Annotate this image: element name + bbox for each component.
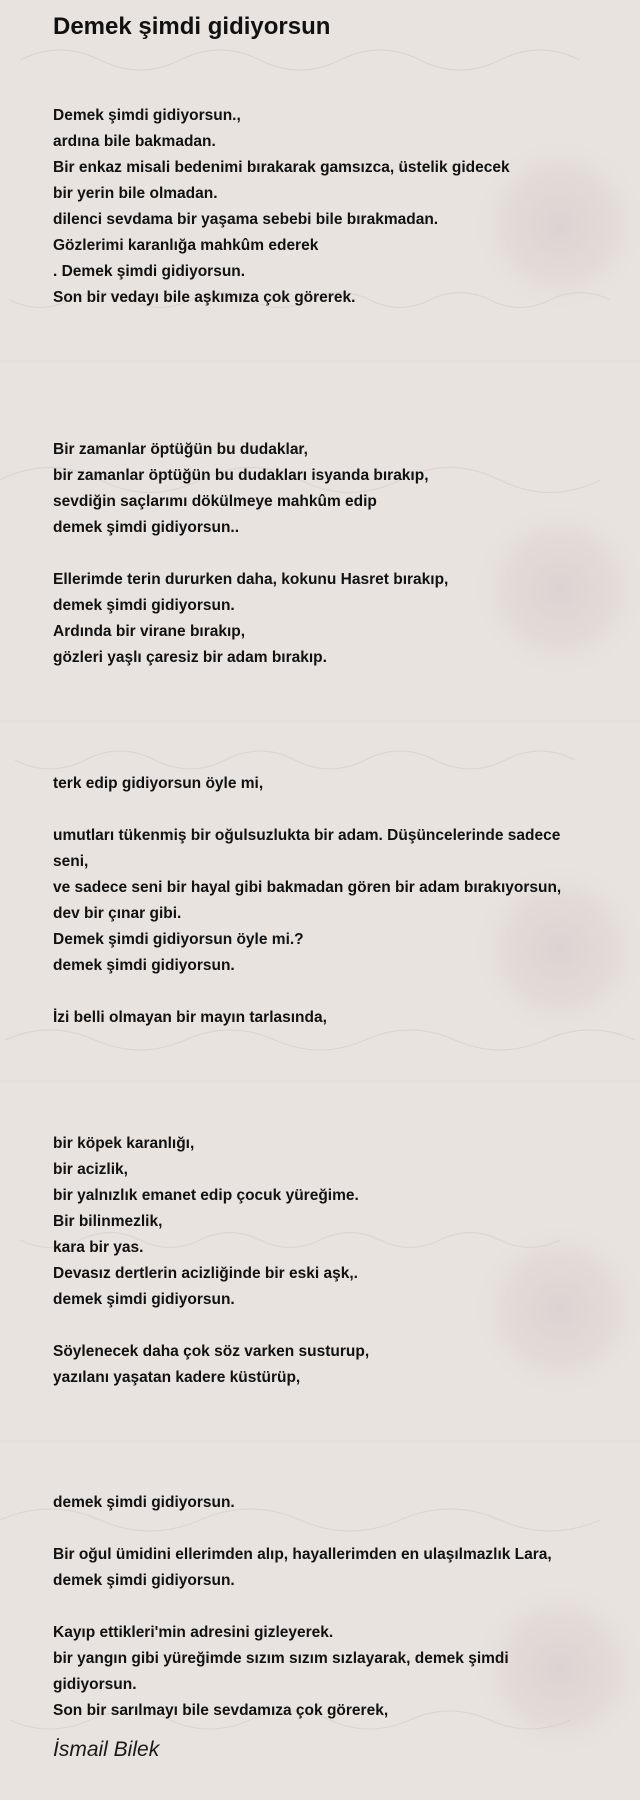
poem-line: Ellerimde terin dururken daha, kokunu Hasret bırakıp, [53,571,449,588]
poem-line: Bir enkaz misali bedenimi bırakarak gamsızca, üstelik gidecek [53,159,510,176]
poem-line: seni, [53,853,89,870]
author-name: İsmail Bilek [53,1738,160,1761]
poem-line: gidiyorsun. [53,1676,137,1693]
poem-line: Kayıp ettikleri'min adresini gizleyerek. [53,1624,334,1641]
poem-line: bir yangın gibi yüreğimde sızım sızım sızlayarak, demek şimdi [53,1650,509,1667]
poem-line: demek şimdi gidiyorsun.. [53,519,240,536]
poem-line: Ardında bir virane bırakıp, [53,623,246,640]
poem-line-blank [53,797,593,823]
poem-line: bir zamanlar öptüğün bu dudakları isyanda bırakıp, [53,467,429,484]
poem-line: umutları tükenmiş bir oğulsuzlukta bir adam. Düşüncelerinde sadece [53,827,561,844]
stanza-4 [53,1131,593,1391]
poem-line: Devasız dertlerin acizliğinde bir eski aşk,. [53,1265,358,1282]
poem-line: bir yalnızlık emanet edip çocuk yüreğime. [53,1187,359,1204]
poem-line: İzi belli olmayan bir mayın tarlasında, [53,1009,327,1026]
poem-line: ardına bile bakmadan. [53,133,216,150]
poem-page [0,0,613,42]
poem-line: bir yerin bile olmadan. [53,185,218,202]
poem-line: sevdiğin saçlarımı dökülmeye mahkûm edip [53,493,377,510]
poem-line: dev bir çınar gibi. [53,905,182,922]
poem-line: demek şimdi gidiyorsun. [53,957,235,974]
poem-line: gözleri yaşlı çaresiz bir adam bırakıp. [53,649,327,666]
poem-line: demek şimdi gidiyorsun. [53,1291,235,1308]
poem-line: ve sadece seni bir hayal gibi bakmadan gören bir adam bırakıyorsun, [53,879,562,896]
poem-line-blank [53,1516,593,1542]
poem-line: Gözlerimi karanlığa mahkûm ederek [53,237,319,254]
poem-line-blank [53,1594,593,1620]
stanza-2 [53,437,593,671]
poem-line: Demek şimdi gidiyorsun., [53,107,241,124]
stanza-1 [53,103,593,311]
poem-line: terk edip gidiyorsun öyle mi, [53,775,264,792]
poem-line-blank [53,979,593,1005]
poem-line: . Demek şimdi gidiyorsun. [53,263,246,280]
poem-title: Demek şimdi gidiyorsun [53,13,331,40]
poem-line: Bir zamanlar öptüğün bu dudaklar, [53,441,308,458]
poem-line: kara bir yas. [53,1239,144,1256]
poem-line-blank [53,541,593,567]
poem-line: Bir bilinmezlik, [53,1213,163,1230]
poem-line: bir acizlik, [53,1161,128,1178]
stanza-3 [53,771,593,1031]
poem-line: demek şimdi gidiyorsun. [53,597,235,614]
poem-line: demek şimdi gidiyorsun. [53,1572,235,1589]
stanza-5 [53,1490,593,1724]
poem-line: Demek şimdi gidiyorsun öyle mi.? [53,931,304,948]
poem-line: dilenci sevdama bir yaşama sebebi bile bırakmadan. [53,211,439,228]
poem-line: Son bir vedayı bile aşkımıza çok görerek. [53,289,356,306]
poem-line: yazılanı yaşatan kadere küstürüp, [53,1369,301,1386]
poem-line: bir köpek karanlığı, [53,1135,195,1152]
poem-line: Son bir sarılmayı bile sevdamıza çok görerek, [53,1702,389,1719]
poem-line: demek şimdi gidiyorsun. [53,1494,235,1511]
poem-line-blank [53,1313,593,1339]
poem-line: Söylenecek daha çok söz varken susturup, [53,1343,370,1360]
poem-line: Bir oğul ümidini ellerimden alıp, hayallerimden en ulaşılmazlık Lara, [53,1546,552,1563]
